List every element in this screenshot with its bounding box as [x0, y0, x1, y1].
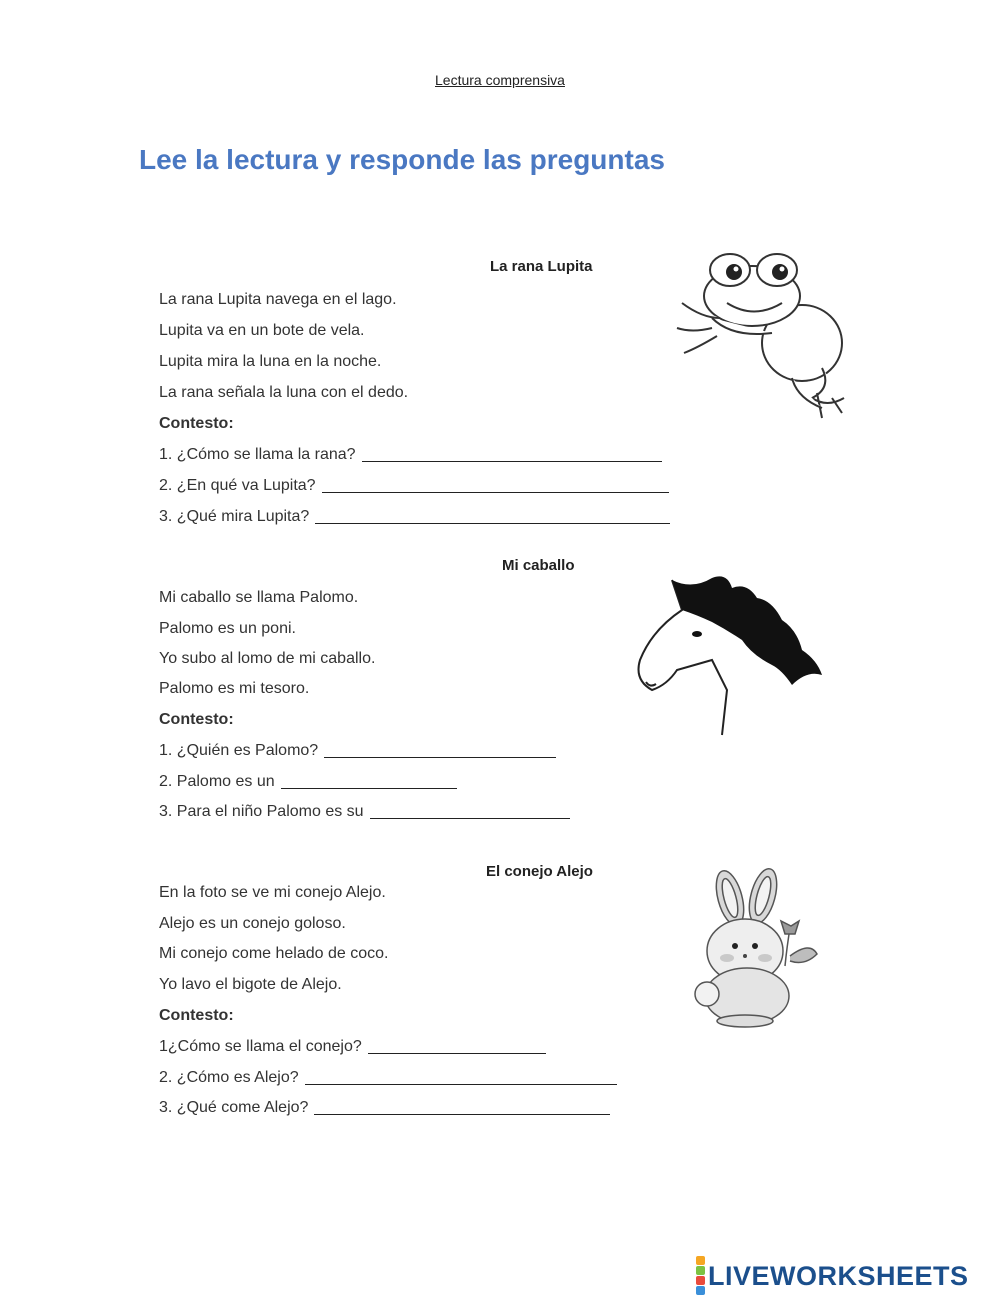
question-row	[159, 445, 662, 465]
reading-line: En la foto se ve mi conejo Alejo.	[159, 884, 386, 901]
horse-illustration	[632, 570, 827, 740]
answer-blank[interactable]	[315, 522, 670, 524]
logo-text: LIVEWORKSHEETS	[708, 1260, 969, 1291]
question-row	[159, 507, 670, 527]
section-title: Mi caballo	[502, 557, 575, 574]
answer-label: Contesto:	[159, 415, 234, 432]
header-subtitle: Lectura comprensiva	[435, 72, 565, 88]
question-row	[159, 772, 457, 792]
question-text: 1¿Cómo se llama el conejo?	[159, 1038, 362, 1055]
frog-illustration	[672, 248, 852, 428]
answer-blank[interactable]	[305, 1083, 617, 1085]
liveworksheets-logo[interactable]	[696, 1256, 969, 1296]
question-row	[159, 476, 669, 496]
reading-line: Mi caballo se llama Palomo.	[159, 589, 359, 606]
answer-blank[interactable]	[368, 1052, 546, 1054]
question-row	[159, 741, 556, 761]
question-text: 2. ¿En qué va Lupita?	[159, 477, 316, 494]
section-title: El conejo Alejo	[486, 863, 593, 880]
reading-line: Mi conejo come helado de coco.	[159, 945, 389, 962]
reading-line: Lupita mira la luna en la noche.	[159, 353, 382, 370]
reading-line: La rana Lupita navega en el lago.	[159, 291, 397, 308]
answer-label: Contesto:	[159, 711, 234, 728]
question-row	[159, 1068, 617, 1088]
reading-line: La rana señala la luna con el dedo.	[159, 384, 409, 401]
question-row	[159, 802, 570, 822]
reading-line: Lupita va en un bote de vela.	[159, 322, 365, 339]
reading-line: Palomo es un poni.	[159, 620, 296, 637]
reading-line: Alejo es un conejo goloso.	[159, 915, 346, 932]
answer-blank[interactable]	[322, 491, 669, 493]
answer-label: Contesto:	[159, 1007, 234, 1024]
answer-blank[interactable]	[314, 1113, 610, 1115]
question-text: 1. ¿Quién es Palomo?	[159, 742, 319, 759]
liveworksheets-logo-icon	[696, 1256, 705, 1296]
rabbit-illustration	[685, 866, 830, 1031]
question-text: 3. ¿Qué come Alejo?	[159, 1099, 309, 1116]
question-text: 1. ¿Cómo se llama la rana?	[159, 446, 356, 463]
reading-line: Yo subo al lomo de mi caballo.	[159, 650, 376, 667]
answer-blank[interactable]	[370, 817, 570, 819]
question-row	[159, 1037, 546, 1057]
page-title: Lee la lectura y responde las preguntas	[139, 144, 665, 175]
reading-line: Yo lavo el bigote de Alejo.	[159, 976, 342, 993]
answer-blank[interactable]	[324, 756, 556, 758]
question-text: 3. ¿Qué mira Lupita?	[159, 508, 310, 525]
question-row	[159, 1098, 610, 1118]
question-text: 2. ¿Cómo es Alejo?	[159, 1069, 299, 1086]
section-title: La rana Lupita	[490, 258, 593, 275]
question-text: 3. Para el niño Palomo es su	[159, 803, 364, 820]
answer-blank[interactable]	[362, 460, 662, 462]
question-text: 2. Palomo es un	[159, 773, 275, 790]
reading-line: Palomo es mi tesoro.	[159, 680, 310, 697]
answer-blank[interactable]	[281, 787, 457, 789]
